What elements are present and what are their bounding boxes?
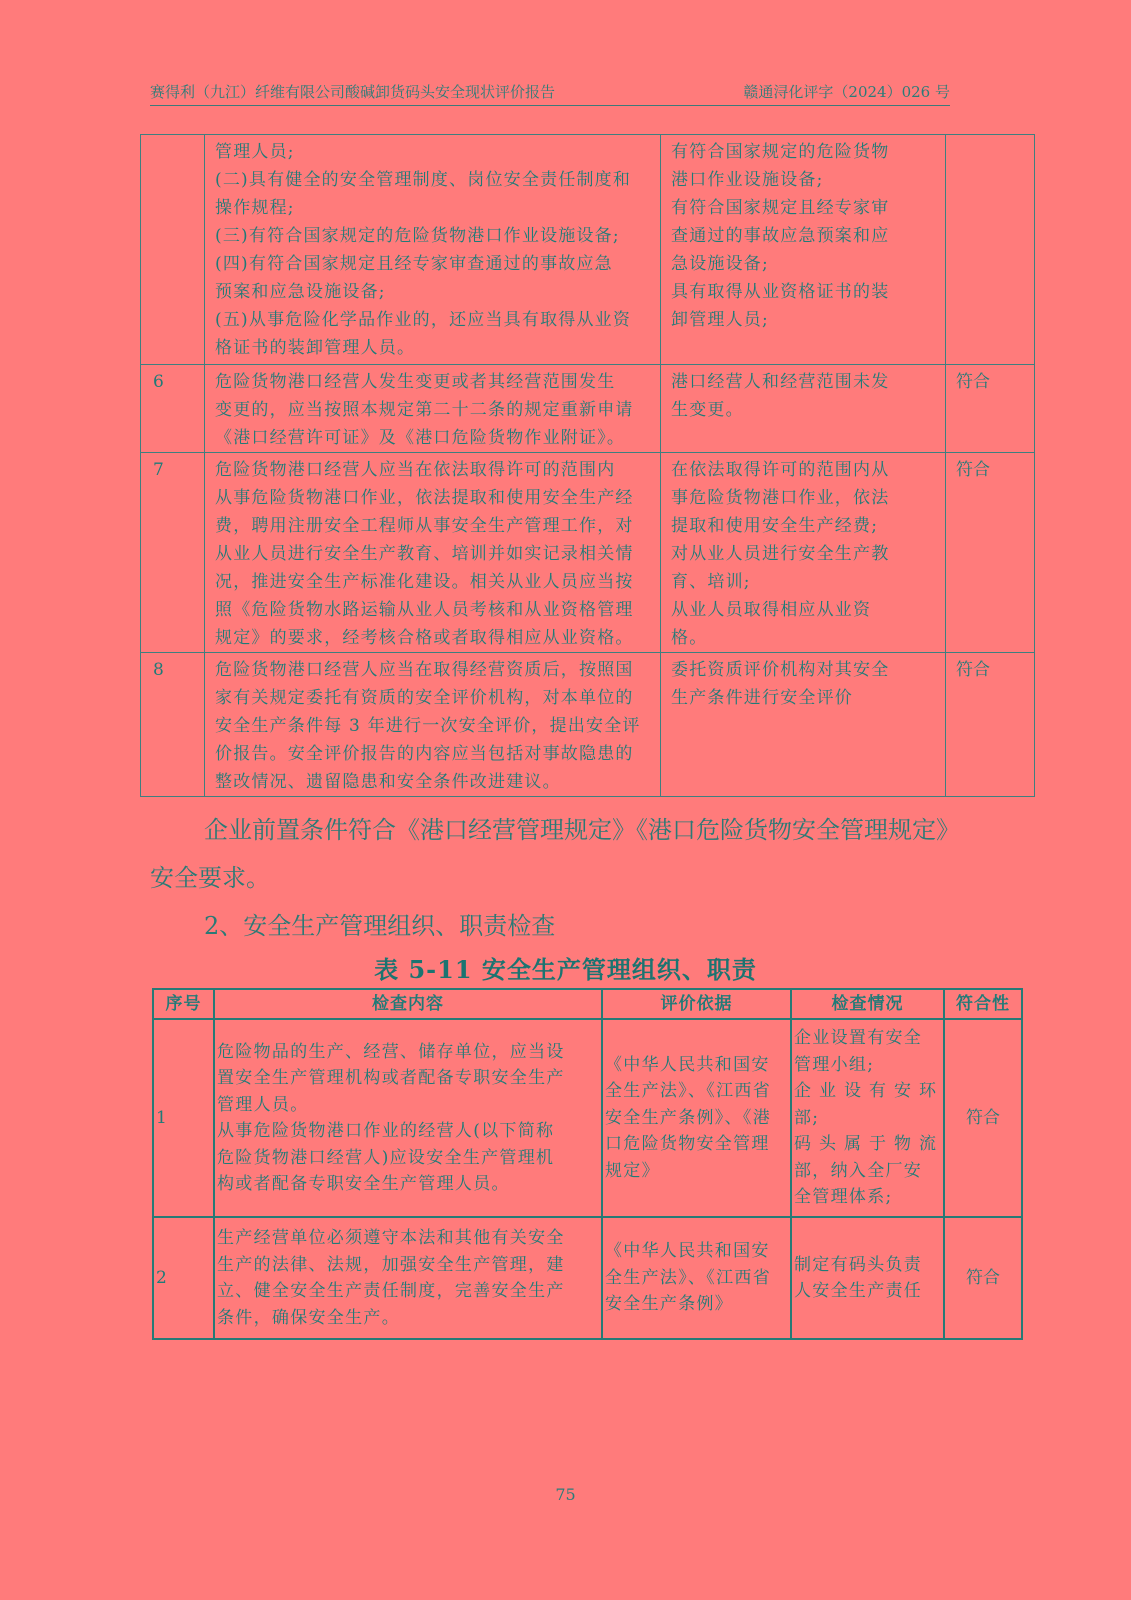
row-number: 1 (153, 1019, 214, 1217)
requirement-cell (205, 365, 661, 453)
text-line: 委托资质评价机构对其安全 (671, 660, 890, 680)
text-line: 生产条件进行安全评价 (671, 688, 853, 708)
text-line: 整改情况、遗留隐患和安全条件改进建议。 (215, 772, 561, 792)
text-line: 规定》的要求，经考核合格或者取得相应从业资格。 (215, 628, 634, 648)
text-line: 有符合国家规定且经专家审 (671, 198, 890, 218)
table-row (141, 653, 1035, 797)
page-header (150, 80, 950, 106)
row-number: 7 (141, 453, 205, 653)
text-line: 格。 (671, 628, 708, 648)
conformity-cell: 符合 (946, 453, 1035, 653)
text-line: 《中华人民共和国安 (605, 1241, 770, 1262)
text-line: 港口作业设施设备; (671, 170, 824, 190)
text-line: 危险物品的生产、经营、储存单位，应当设 (217, 1041, 565, 1062)
text-line: 生变更。 (671, 400, 744, 420)
conformity-cell: 符合 (946, 653, 1035, 797)
row-number: 6 (141, 365, 205, 453)
prerequisite-table (140, 134, 1035, 797)
text-line: 安全生产条件每 3 年进行一次安全评价，提出安全评 (215, 716, 641, 736)
text-line: 全管理体系; (794, 1187, 893, 1208)
page-number: 75 (555, 1485, 576, 1504)
text-line: 管理人员。 (217, 1094, 309, 1115)
content-cell (214, 1019, 602, 1217)
situation-cell (661, 135, 946, 365)
text-line: 安全生产条例》 (605, 1294, 734, 1315)
text-line: 口危险货物安全管理 (605, 1134, 770, 1155)
table-row (153, 1217, 1022, 1339)
conformity-cell (946, 135, 1035, 365)
column-header-situation: 检查情况 (791, 989, 944, 1019)
text-line: 码 头 属 于 物 流 (794, 1134, 938, 1155)
situation-cell (661, 453, 946, 653)
text-line: 规定》 (605, 1160, 660, 1181)
text-line: 全生产法》、《江西省 (605, 1267, 771, 1288)
text-line: 价报告。安全评价报告的内容应当包括对事故隐患的 (215, 744, 634, 764)
basis-cell (602, 1019, 791, 1217)
text-line: 全生产法》、《江西省 (605, 1081, 771, 1102)
header-report-title: 赛得利（九江）纤维有限公司酸碱卸货码头安全现状评价报告 (150, 83, 556, 101)
column-header-conformity: 符合性 (944, 989, 1022, 1019)
text-line: 部，纳入全厂安 (794, 1160, 923, 1181)
text-line: 生产的法律、法规，加强安全生产管理，建 (217, 1254, 565, 1275)
text-line: 管理小组; (794, 1054, 875, 1075)
text-line: 人安全生产责任 (794, 1281, 923, 1301)
text-line: 具有取得从业资格证书的装 (671, 282, 890, 302)
text-line: 家有关规定委托有资质的安全评价机构，对本单位的 (215, 688, 634, 708)
requirement-cell (205, 135, 661, 365)
table-header-row (153, 989, 1022, 1019)
text-line: 格证书的装卸管理人员。 (215, 338, 416, 358)
table-row (141, 453, 1035, 653)
text-line: 况，推进安全生产标准化建设。相关从业人员应当按 (215, 572, 634, 592)
conformity-cell: 符合 (944, 1019, 1022, 1217)
situation-cell (791, 1217, 944, 1339)
column-header-basis: 评价依据 (602, 989, 791, 1019)
text-line: 管理人员; (215, 142, 295, 162)
text-line: 从事危险货物港口作业，依法提取和使用安全生产经 (215, 488, 634, 508)
text-line: 危险货物港口经营人应当在依法取得许可的范围内 (215, 460, 616, 480)
text-line: 危险货物港口经营人发生变更或者其经营范围发生 (215, 372, 616, 392)
text-line: 提取和使用安全生产经费; (671, 516, 879, 536)
text-line: 预案和应急设施设备; (215, 282, 386, 302)
basis-cell (602, 1217, 791, 1339)
text-line: (四)有符合国家规定且经专家审查通过的事故应急 (215, 254, 613, 274)
text-line: 安全生产条例》、《港 (605, 1107, 771, 1128)
text-line: 置安全生产管理机构或者配备专职安全生产 (217, 1068, 565, 1088)
requirement-cell (205, 453, 661, 653)
text-line: 对从业人员进行安全生产教 (671, 544, 890, 564)
text-line: 急设施设备; (671, 254, 769, 274)
table-row (153, 1019, 1022, 1217)
header-report-number: 赣通浔化评字（2024）026 号 (743, 83, 950, 101)
text-line: 危险货物港口经营人)应设安全生产管理机 (217, 1147, 555, 1168)
table-row (141, 365, 1035, 453)
row-number: 2 (153, 1217, 214, 1339)
text-line: 从事危险货物港口作业的经营人(以下简称 (217, 1121, 555, 1141)
situation-cell (791, 1019, 944, 1217)
text-line: (三)有符合国家规定的危险货物港口作业设施设备; (215, 226, 620, 246)
situation-cell (661, 365, 946, 453)
text-line: 从业人员取得相应从业资 (671, 600, 872, 620)
section-heading: 2、安全生产管理组织、职责检查 (204, 912, 556, 940)
text-line: 制定有码头负责 (794, 1254, 923, 1275)
text-line: 企业设置有安全 (794, 1028, 923, 1049)
column-header-number: 序号 (153, 989, 214, 1019)
conformity-cell: 符合 (946, 365, 1035, 453)
text-line: 在依法取得许可的范围内从 (671, 460, 890, 480)
text-line: 查通过的事故应急预案和应 (671, 226, 890, 246)
text-line: 企 业 设 有 安 环 (794, 1081, 938, 1102)
text-line: 卸管理人员; (671, 310, 769, 330)
text-line: 从业人员进行安全生产教育、培训并如实记录相关情 (215, 544, 634, 564)
conclusion-paragraph-line1: 企业前置条件符合《港口经营管理规定》《港口危险货物安全管理规定》 (204, 816, 960, 844)
text-line: 立、健全安全生产责任制度，完善安全生产 (217, 1281, 565, 1301)
text-line: 生产经营单位必须遵守本法和其他有关安全 (217, 1228, 565, 1248)
text-line: 构或者配备专职安全生产管理人员。 (217, 1174, 510, 1194)
text-line: 《港口经营许可证》及《港口危险货物作业附证》。 (215, 428, 626, 448)
text-line: 危险货物港口经营人应当在取得经营资质后，按照国 (215, 660, 634, 680)
requirement-cell (205, 653, 661, 797)
row-number (141, 135, 205, 365)
table-caption: 表 5-11 安全生产管理组织、职责 (374, 955, 757, 984)
text-line: 变更的，应当按照本规定第二十二条的规定重新申请 (215, 400, 634, 420)
situation-cell (661, 653, 946, 797)
column-header-content: 检查内容 (214, 989, 602, 1019)
table-row (141, 135, 1035, 365)
text-line: (二)具有健全的安全管理制度、岗位安全责任制度和 (215, 170, 632, 190)
row-number: 8 (141, 653, 205, 797)
conformity-cell: 符合 (944, 1217, 1022, 1339)
text-line: 部; (794, 1107, 820, 1128)
text-line: 事危险货物港口作业，依法 (671, 488, 890, 508)
text-line: 照《危险货物水路运输从业人员考核和从业资格管理 (215, 600, 634, 620)
text-line: 费，聘用注册安全工程师从事安全生产管理工作，对 (215, 516, 634, 536)
text-line: 育、培训; (671, 572, 751, 592)
text-line: 《中华人民共和国安 (605, 1054, 770, 1075)
content-cell (214, 1217, 602, 1339)
safety-management-table (152, 988, 1023, 1340)
text-line: (五)从事危险化学品作业的，还应当具有取得从业资 (215, 310, 632, 330)
text-line: 港口经营人和经营范围未发 (671, 372, 890, 392)
text-line: 有符合国家规定的危险货物 (671, 142, 890, 162)
text-line: 操作规程; (215, 198, 295, 218)
conclusion-paragraph-line2: 安全要求。 (150, 864, 270, 892)
text-line: 条件，确保安全生产。 (217, 1307, 400, 1328)
